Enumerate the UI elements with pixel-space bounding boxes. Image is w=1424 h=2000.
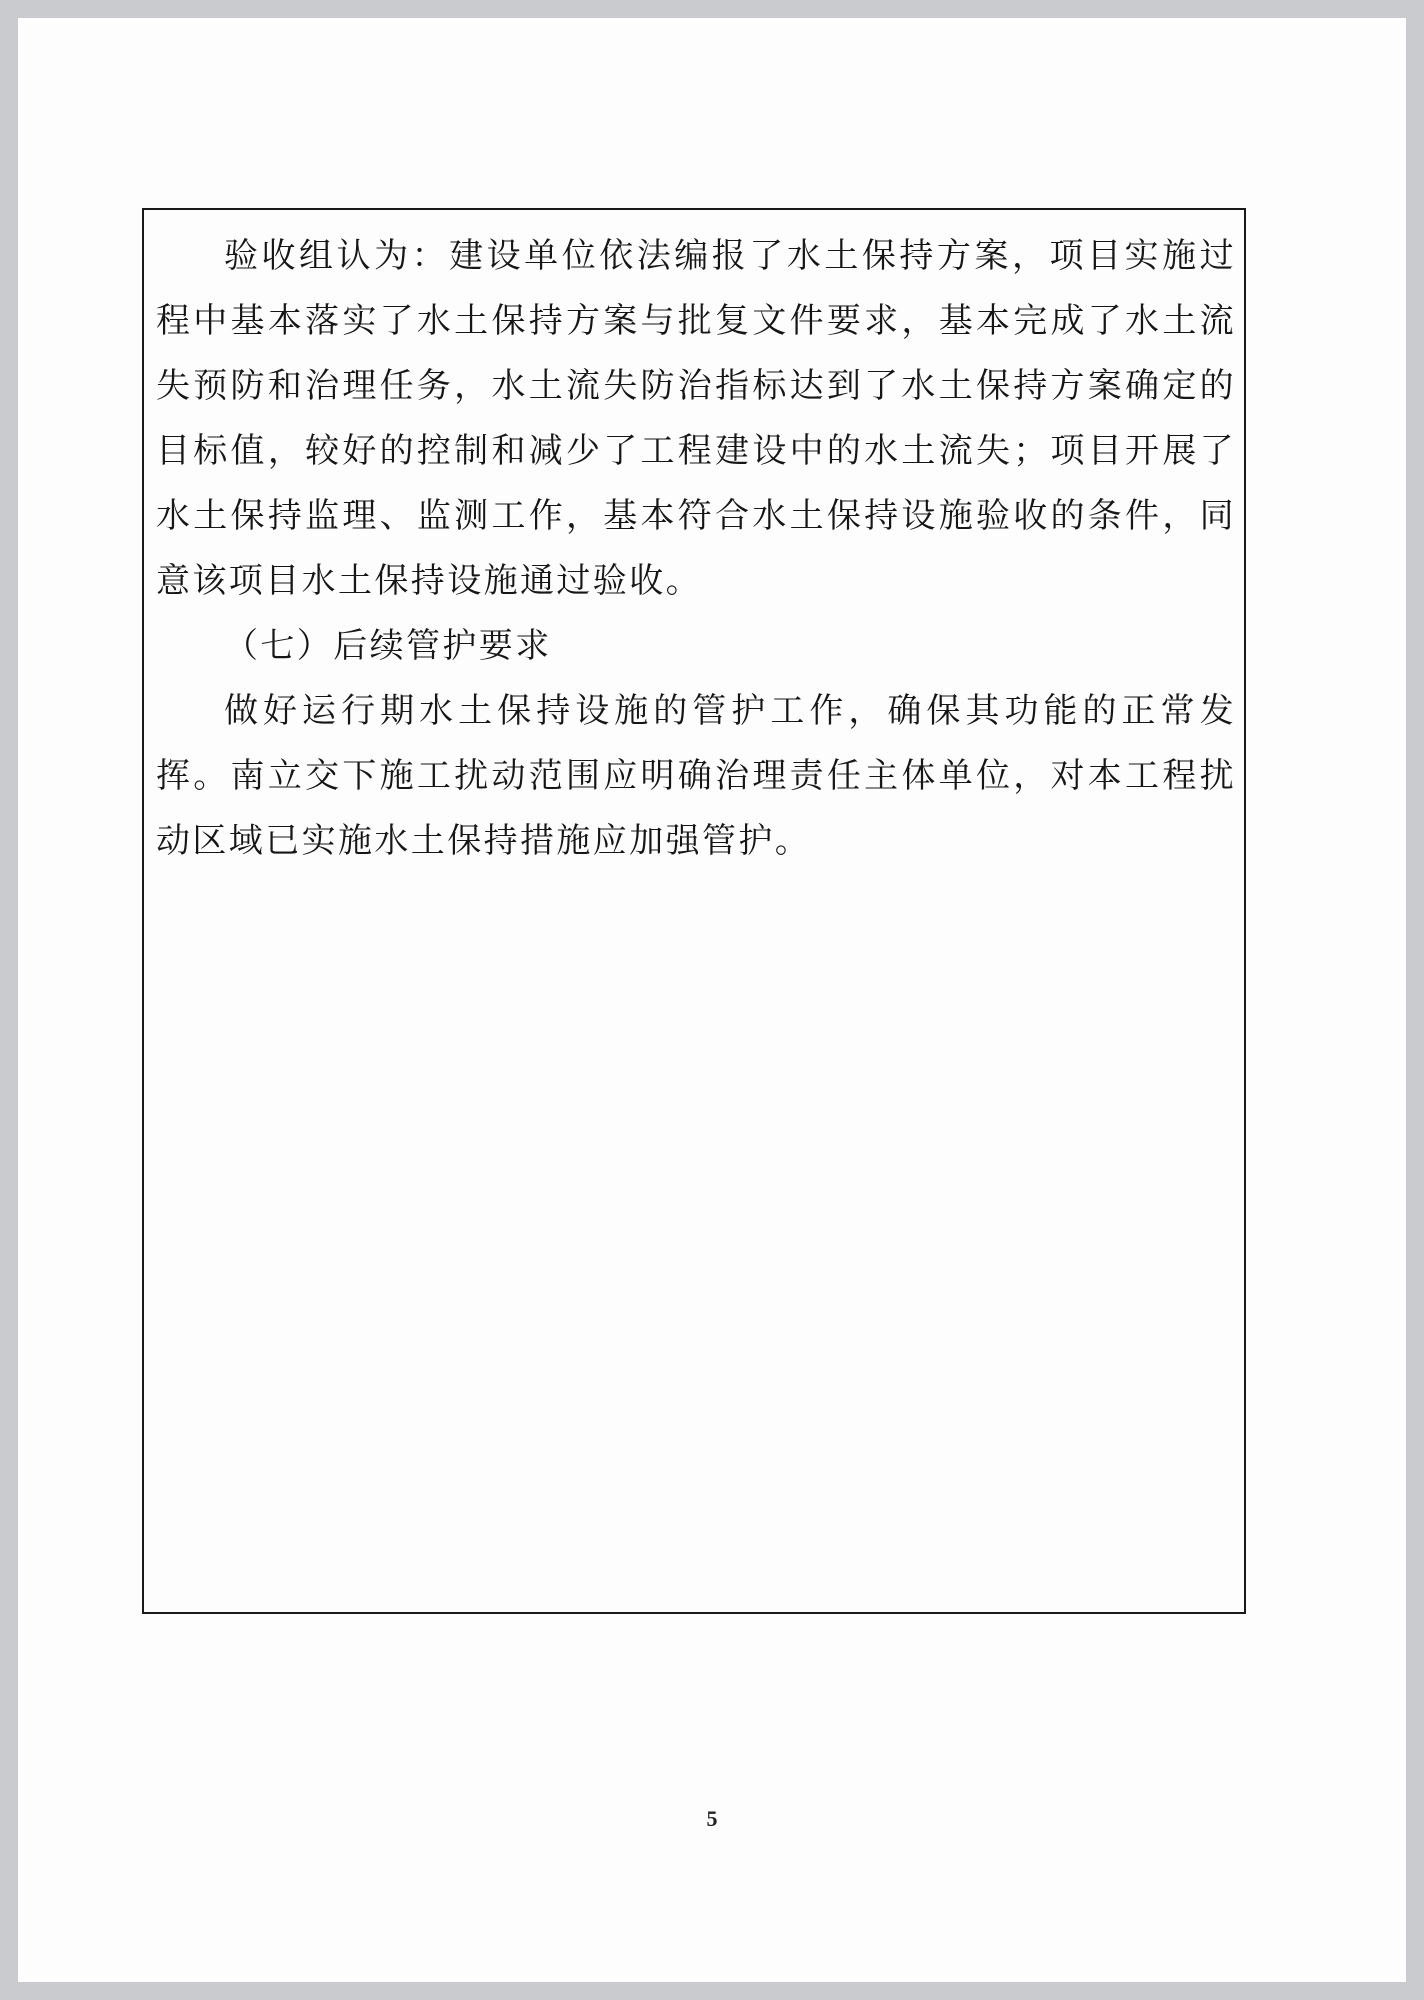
content-body [156, 224, 1236, 874]
section-heading: （七）后续管护要求 [224, 626, 552, 666]
document-page [18, 18, 1406, 1982]
conclusion-paragraph: 验收组认为：建设单位依法编报了水土保持方案，项目实施过程中基本落实了水土保持方案与批复文件要求，基本完成了水土流失预防和治理任务，水土流失防治指标达到了水土保持方案确定的目标值，较好的控制和减少了工程建设中的水土流失；项目开展了水土保持监理、监测工作，基本符合水土保持设施验收的条件，同意该项目水土保持设施通过验收。 [156, 236, 1236, 601]
maintenance-paragraph: 做好运行期水土保持设施的管护工作，确保其功能的正常发挥。南立交下施工扰动范围应明确治理责任主体单位，对本工程扰动区域已实施水土保持措施应加强管护。 [156, 691, 1236, 861]
page-number: 5 [706, 1806, 718, 1831]
content-frame [142, 208, 1246, 1614]
